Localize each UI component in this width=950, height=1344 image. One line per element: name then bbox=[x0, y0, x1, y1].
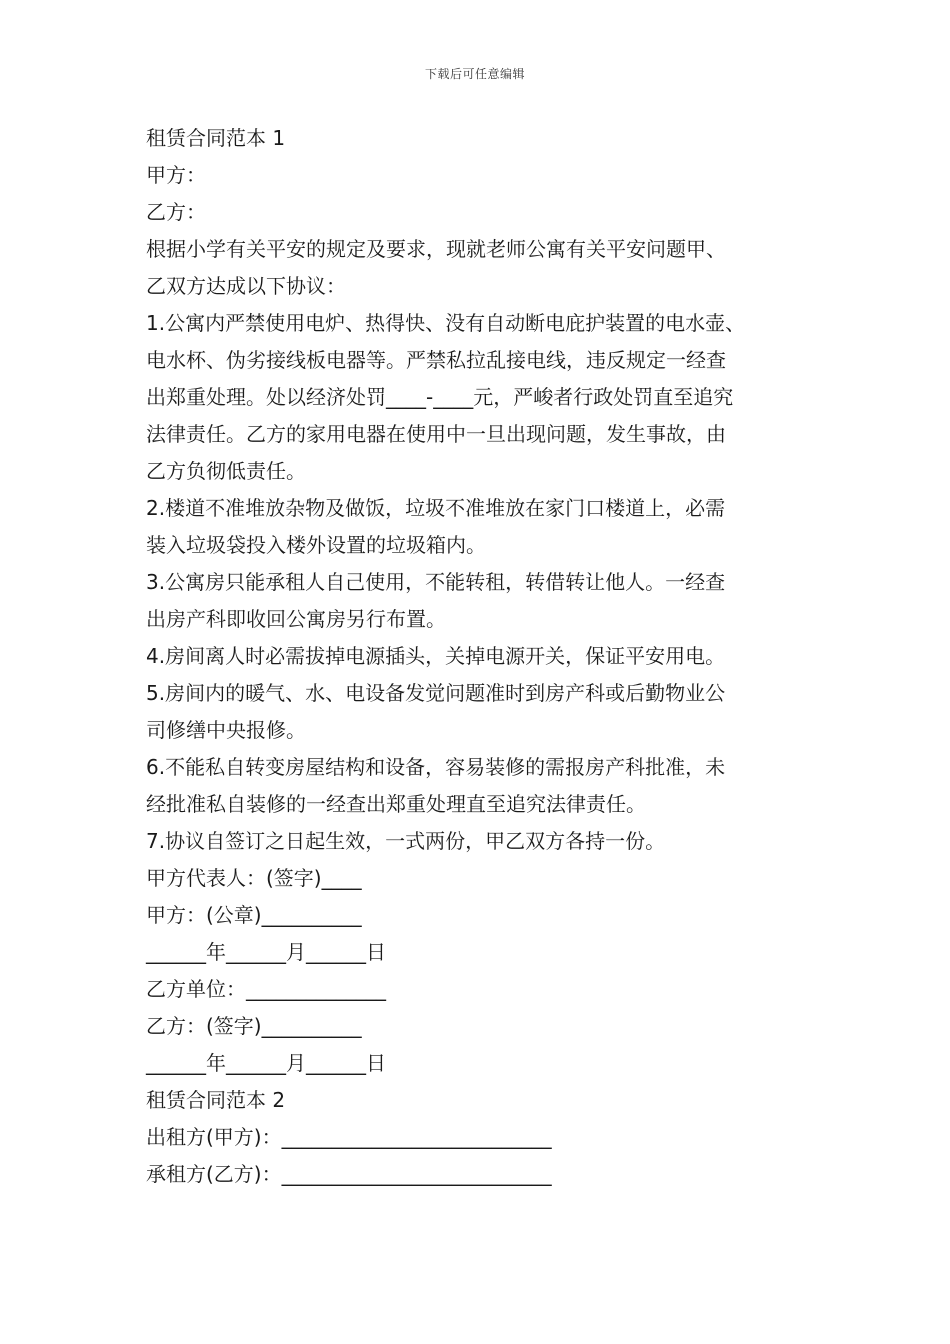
document-body bbox=[146, 120, 836, 1193]
clause-2-line-2: 装入垃圾袋投入楼外设置的垃圾箱内。 bbox=[146, 533, 486, 557]
clause-6-line-1: 6.不能私自转变房屋结构和设备，容易装修的需报房产科批准，未 bbox=[146, 755, 726, 779]
party-b-unit: 乙方单位：______________ bbox=[146, 977, 386, 1001]
intro-line-2: 乙双方达成以下协议： bbox=[146, 274, 346, 298]
party-a-line: 甲方： bbox=[146, 163, 206, 187]
party-a-rep-signature: 甲方代表人：(签字)____ bbox=[146, 866, 362, 890]
clause-4-line-1: 4.房间离人时必需拔掉电源插头，关掉电源开关，保证平安用电。 bbox=[146, 644, 726, 668]
section-title-2: 租赁合同范本 2 bbox=[146, 1088, 286, 1112]
party-a-seal: 甲方：(公章)__________ bbox=[146, 903, 362, 927]
clause-3-line-2: 出房产科即收回公寓房另行布置。 bbox=[146, 607, 446, 631]
lessee-line: 承租方(乙方)：___________________________ bbox=[146, 1162, 552, 1186]
clause-7-line-1: 7.协议自签订之日起生效，一式两份，甲乙双方各持一份。 bbox=[146, 829, 666, 853]
clause-2-line-1: 2.楼道不准堆放杂物及做饭，垃圾不准堆放在家门口楼道上，必需 bbox=[146, 496, 726, 520]
clause-1-line-1: 1.公寓内严禁使用电炉、热得快、没有自动断电庇护装置的电水壶、 bbox=[146, 311, 746, 335]
party-a-date: ______年______月______日 bbox=[146, 940, 386, 964]
clause-3-line-1: 3.公寓房只能承租人自己使用，不能转租，转借转让他人。一经查 bbox=[146, 570, 726, 594]
clause-1-line-2: 电水杯、伪劣接线板电器等。严禁私拉乱接电线，违反规定一经查 bbox=[146, 348, 726, 372]
clause-6-line-2: 经批准私自装修的一经查出郑重处理直至追究法律责任。 bbox=[146, 792, 646, 816]
clause-5-line-2: 司修缮中央报修。 bbox=[146, 718, 306, 742]
party-b-signature: 乙方：(签字)__________ bbox=[146, 1014, 362, 1038]
party-b-line: 乙方： bbox=[146, 200, 206, 224]
header-note: 下载后可任意编辑 bbox=[424, 67, 525, 81]
clause-5-line-1: 5.房间内的暖气、水、电设备发觉问题准时到房产科或后勤物业公 bbox=[146, 681, 726, 705]
clause-1-line-5: 乙方负彻低责任。 bbox=[146, 459, 306, 483]
clause-1-line-4: 法律责任。乙方的家用电器在使用中一旦出现问题，发生事故，由 bbox=[146, 422, 726, 446]
intro-line-1: 根据小学有关平安的规定及要求，现就老师公寓有关平安问题甲、 bbox=[146, 237, 726, 261]
clause-1-line-3: 出郑重处理。处以经济处罚____-____元，严峻者行政处罚直至追究 bbox=[146, 385, 734, 409]
lessor-line: 出租方(甲方)：___________________________ bbox=[146, 1125, 552, 1149]
section-title-1: 租赁合同范本 1 bbox=[146, 126, 286, 150]
party-b-date: ______年______月______日 bbox=[146, 1051, 386, 1075]
